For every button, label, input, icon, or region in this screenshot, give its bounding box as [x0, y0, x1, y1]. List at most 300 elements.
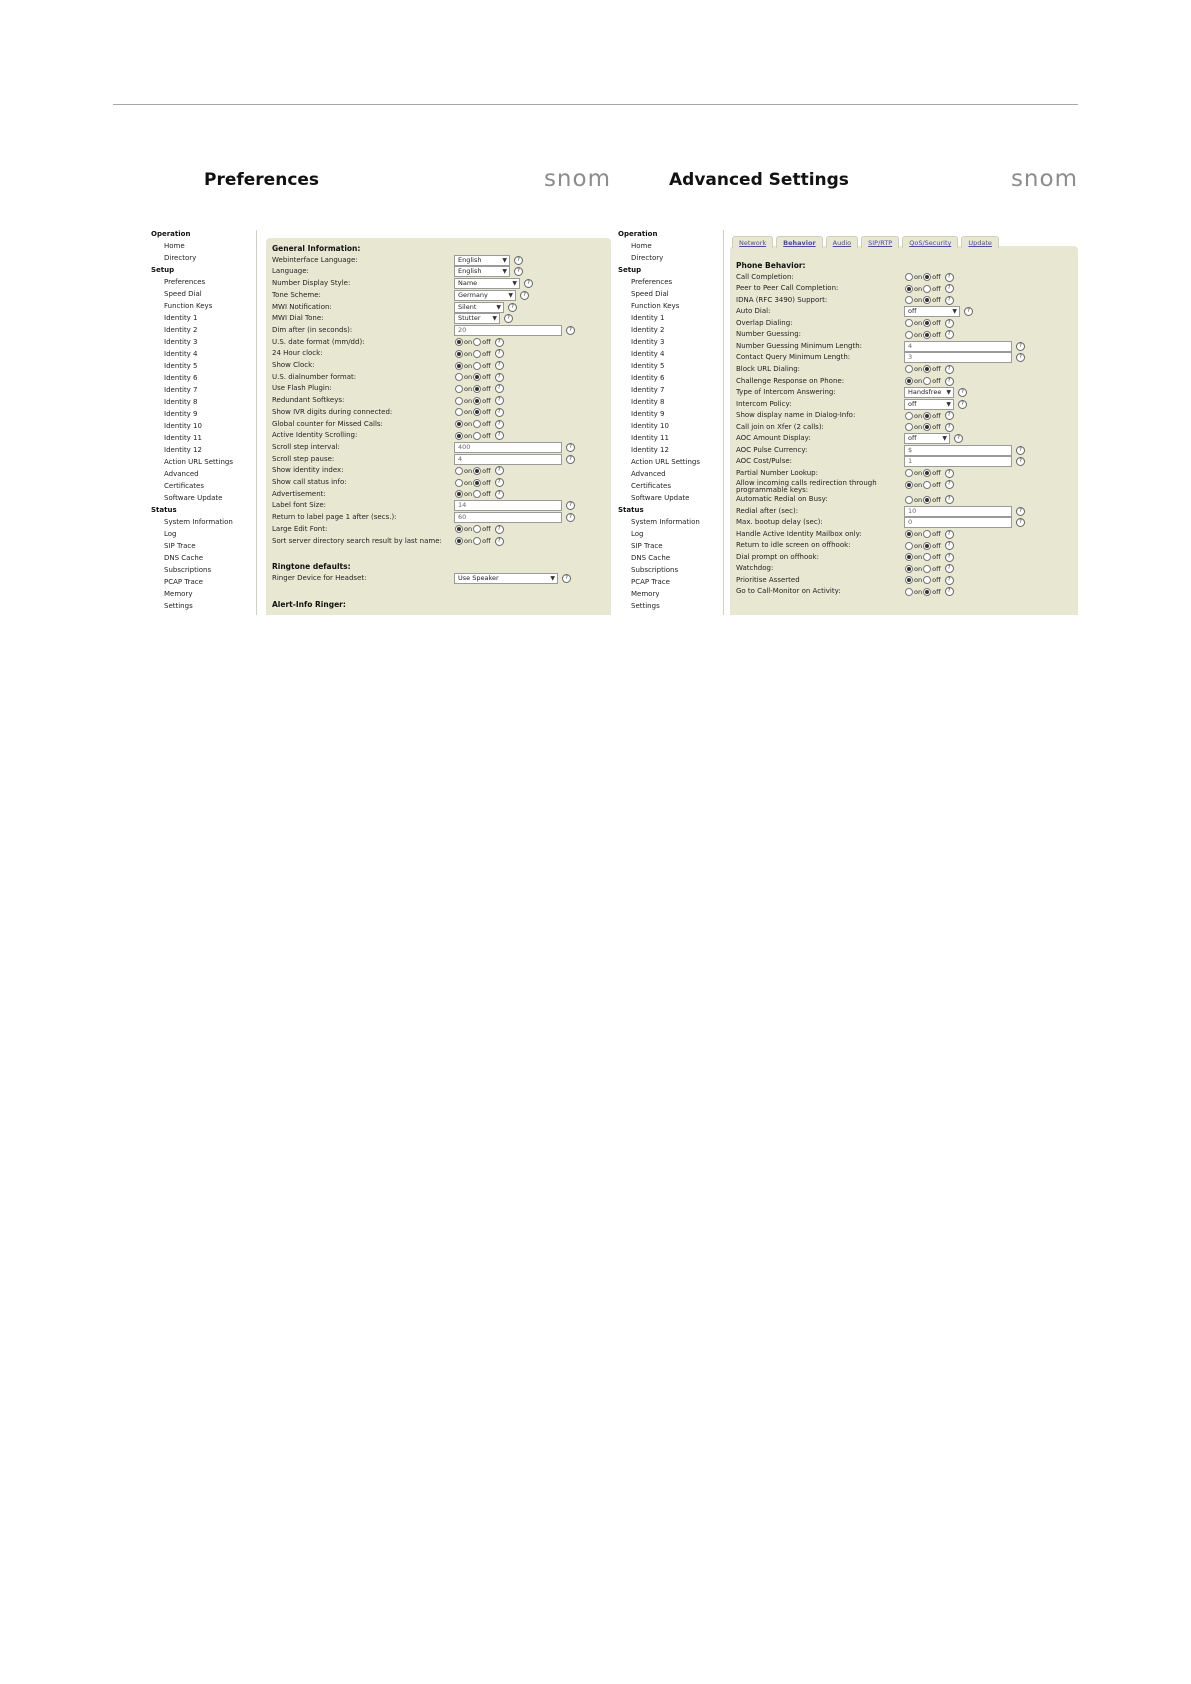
dropdown-select[interactable]: [454, 266, 510, 277]
help-icon[interactable]: ?: [945, 587, 954, 596]
radio-off[interactable]: [473, 397, 481, 405]
dropdown-select[interactable]: [904, 433, 950, 444]
radio-on-label: on: [914, 411, 923, 420]
setting-control: [904, 272, 954, 283]
radio-off[interactable]: [473, 408, 481, 416]
setting-label: Call join on Xfer (2 calls):: [736, 422, 824, 431]
help-icon[interactable]: ?: [1016, 518, 1025, 527]
help-icon[interactable]: ?: [945, 411, 954, 420]
radio-on[interactable]: [905, 553, 913, 561]
radio-on[interactable]: [905, 296, 913, 304]
nav-item[interactable]: Memory: [631, 590, 660, 598]
help-icon[interactable]: ?: [508, 303, 517, 312]
radio-off[interactable]: [473, 373, 481, 381]
setting-row: [272, 525, 602, 536]
text-input[interactable]: 3: [904, 352, 1012, 363]
help-icon[interactable]: ?: [524, 279, 533, 288]
dropdown-select[interactable]: [904, 399, 954, 410]
dropdown-value: Use Speaker: [458, 573, 499, 582]
on-off-toggle: [904, 412, 941, 420]
radio-off-label: off: [932, 377, 941, 385]
help-icon[interactable]: ?: [495, 490, 504, 499]
nav-item[interactable]: Action URL Settings: [164, 458, 233, 466]
radio-on-label: on: [914, 530, 923, 539]
setting-row: [272, 361, 602, 372]
setting-label: U.S. dialnumber format:: [272, 372, 357, 381]
nav-item[interactable]: Memory: [164, 590, 193, 598]
nav-item[interactable]: Preferences: [164, 278, 206, 286]
help-icon[interactable]: ?: [566, 513, 575, 522]
nav-item[interactable]: Preferences: [631, 278, 673, 286]
radio-on[interactable]: [905, 377, 913, 385]
radio-off[interactable]: [923, 285, 931, 293]
nav-item[interactable]: Settings: [631, 602, 660, 610]
dropdown-select[interactable]: [454, 302, 504, 313]
on-off-toggle: [454, 420, 491, 428]
nav-item[interactable]: Function Keys: [631, 302, 680, 310]
radio-on[interactable]: [905, 576, 913, 584]
radio-on[interactable]: [905, 481, 913, 489]
radio-off[interactable]: [923, 273, 931, 281]
tab-audio[interactable]: Audio: [826, 236, 858, 248]
dropdown-select[interactable]: [454, 255, 510, 266]
dropdown-value: Stutter: [458, 314, 481, 323]
setting-row: [272, 443, 602, 454]
radio-on[interactable]: [455, 408, 463, 416]
help-icon[interactable]: ?: [495, 338, 504, 347]
radio-off[interactable]: [473, 350, 481, 358]
radio-off[interactable]: [923, 319, 931, 327]
radio-off[interactable]: [923, 481, 931, 489]
radio-off[interactable]: [473, 537, 481, 545]
on-off-toggle: [454, 408, 491, 416]
nav-item[interactable]: Certificates: [631, 482, 672, 490]
radio-on[interactable]: [905, 530, 913, 538]
radio-on-label: on: [464, 384, 473, 393]
nav-item[interactable]: Certificates: [164, 482, 205, 490]
nav-item[interactable]: Identity 1: [164, 314, 198, 322]
help-icon[interactable]: ?: [566, 501, 575, 510]
setting-control: [454, 512, 575, 523]
setting-control: [904, 387, 967, 398]
help-icon[interactable]: ?: [945, 273, 954, 282]
radio-on[interactable]: [455, 525, 463, 533]
on-off-toggle: [454, 479, 491, 487]
radio-on[interactable]: [905, 496, 913, 504]
setting-row: [736, 307, 1066, 318]
help-icon[interactable]: ?: [945, 480, 954, 489]
setting-row: [272, 373, 602, 384]
setting-control: [904, 563, 954, 574]
nav-item[interactable]: Identity 8: [631, 398, 665, 406]
on-off-toggle: [904, 565, 941, 573]
setting-control: [904, 341, 1025, 352]
nav-item[interactable]: Action URL Settings: [631, 458, 700, 466]
help-icon[interactable]: ?: [495, 537, 504, 546]
nav-item[interactable]: SIP Trace: [631, 542, 663, 550]
help-icon[interactable]: ?: [945, 377, 954, 386]
setting-control: [904, 352, 1025, 363]
text-input[interactable]: 400: [454, 442, 562, 453]
dropdown-select[interactable]: [904, 306, 960, 317]
nav-item[interactable]: DNS Cache: [631, 554, 671, 562]
help-icon[interactable]: ?: [1016, 342, 1025, 351]
help-icon[interactable]: ?: [945, 576, 954, 585]
radio-on[interactable]: [455, 350, 463, 358]
chevron-down-icon: ▼: [492, 315, 497, 323]
help-icon[interactable]: ?: [945, 495, 954, 504]
radio-off[interactable]: [923, 377, 931, 385]
help-icon[interactable]: ?: [495, 466, 504, 475]
radio-off[interactable]: [473, 490, 481, 498]
nav-item[interactable]: Identity 7: [164, 386, 198, 394]
nav-item[interactable]: Identity 2: [631, 326, 665, 334]
text-input[interactable]: 1: [904, 456, 1012, 467]
text-input[interactable]: 20: [454, 325, 562, 336]
radio-off-label: off: [482, 338, 491, 347]
nav-item[interactable]: Log: [631, 530, 644, 538]
nav-item[interactable]: Identity 1: [631, 314, 665, 322]
radio-off[interactable]: [473, 432, 481, 440]
setting-label: IDNA (RFC 3490) Support:: [736, 295, 828, 304]
radio-off[interactable]: [923, 542, 931, 550]
chevron-down-icon: ▼: [550, 574, 555, 582]
help-icon[interactable]: ?: [514, 256, 523, 265]
help-icon[interactable]: ?: [495, 349, 504, 358]
help-icon[interactable]: ?: [945, 319, 954, 328]
nav-item[interactable]: DNS Cache: [164, 554, 204, 562]
setting-control: [904, 376, 954, 387]
radio-on[interactable]: [905, 542, 913, 550]
help-icon[interactable]: ?: [504, 314, 513, 323]
radio-on-label: on: [464, 466, 473, 475]
radio-on[interactable]: [455, 373, 463, 381]
nav-item[interactable]: Identity 2: [164, 326, 198, 334]
on-off-toggle: [904, 542, 941, 550]
dropdown-value: Germany: [458, 290, 488, 299]
setting-label: Dial prompt on offhook:: [736, 552, 819, 561]
setting-control: [454, 500, 575, 511]
setting-control: [904, 479, 954, 490]
radio-off[interactable]: [923, 365, 931, 373]
radio-off-label: off: [482, 525, 491, 534]
setting-control: [454, 337, 504, 348]
radio-off-label: off: [482, 537, 491, 545]
help-icon[interactable]: ?: [1016, 446, 1025, 455]
radio-on-label: on: [464, 490, 473, 499]
nav-item[interactable]: PCAP Trace: [164, 578, 203, 586]
help-icon[interactable]: ?: [954, 434, 963, 443]
setting-label: Watchdog:: [736, 564, 774, 573]
radio-off[interactable]: [473, 338, 481, 346]
radio-on-label: on: [914, 296, 923, 305]
help-icon[interactable]: ?: [1016, 507, 1025, 516]
text-input[interactable]: 4: [454, 454, 562, 465]
help-icon[interactable]: ?: [495, 396, 504, 405]
help-icon[interactable]: ?: [1016, 353, 1025, 362]
nav-item[interactable]: Identity 9: [164, 410, 198, 418]
radio-off[interactable]: [923, 530, 931, 538]
nav-item[interactable]: Speed Dial: [631, 290, 669, 298]
radio-on[interactable]: [905, 469, 913, 477]
setting-control: [454, 573, 571, 584]
sidebar-nav: [618, 228, 718, 612]
tab-qos-security[interactable]: QoS/Security: [902, 236, 958, 248]
nav-item[interactable]: Settings: [164, 602, 193, 610]
help-icon[interactable]: ?: [566, 455, 575, 464]
setting-label: Webinterface Language:: [272, 255, 358, 264]
tab-update[interactable]: Update: [961, 236, 999, 248]
setting-control: [454, 524, 504, 535]
text-input[interactable]: 14: [454, 500, 562, 511]
nav-item[interactable]: Identity 3: [631, 338, 665, 346]
radio-off[interactable]: [473, 420, 481, 428]
radio-on[interactable]: [455, 338, 463, 346]
radio-off-label: off: [932, 284, 941, 293]
radio-off[interactable]: [923, 553, 931, 561]
radio-off[interactable]: [923, 412, 931, 420]
chevron-down-icon: ▼: [952, 308, 957, 316]
radio-on[interactable]: [455, 385, 463, 393]
radio-off-label: off: [932, 411, 941, 420]
nav-item[interactable]: Subscriptions: [631, 566, 679, 574]
radio-off[interactable]: [473, 467, 481, 475]
setting-control: [454, 278, 533, 289]
setting-row: [272, 267, 602, 278]
setting-label: Tone Scheme:: [272, 290, 321, 299]
on-off-toggle: [904, 496, 941, 504]
radio-on-label: on: [914, 495, 923, 504]
dropdown-select[interactable]: [454, 278, 520, 289]
radio-off[interactable]: [923, 331, 931, 339]
help-icon[interactable]: ?: [566, 443, 575, 452]
nav-item[interactable]: Log: [164, 530, 177, 538]
dropdown-select[interactable]: [454, 313, 500, 324]
nav-item[interactable]: Identity 9: [631, 410, 665, 418]
radio-off[interactable]: [923, 576, 931, 584]
radio-on[interactable]: [905, 423, 913, 431]
nav-item[interactable]: Function Keys: [164, 302, 213, 310]
help-icon[interactable]: ?: [520, 291, 529, 300]
setting-row: [272, 408, 602, 419]
radio-off-label: off: [482, 478, 491, 487]
radio-on[interactable]: [455, 397, 463, 405]
help-icon[interactable]: ?: [495, 408, 504, 417]
radio-on-label: on: [914, 284, 923, 293]
radio-off[interactable]: [923, 588, 931, 596]
radio-on-label: on: [914, 319, 923, 328]
help-icon[interactable]: ?: [945, 553, 954, 562]
help-icon[interactable]: ?: [495, 525, 504, 534]
setting-label: Intercom Policy:: [736, 399, 792, 408]
radio-on[interactable]: [455, 362, 463, 370]
nav-item[interactable]: Subscriptions: [164, 566, 212, 574]
nav-item[interactable]: Identity 4: [631, 350, 665, 358]
radio-on-label: on: [914, 365, 923, 374]
setting-row: [736, 530, 1066, 541]
nav-item[interactable]: Identity 10: [631, 422, 669, 430]
radio-on-label: on: [914, 576, 923, 585]
help-icon[interactable]: ?: [945, 330, 954, 339]
help-icon[interactable]: ?: [945, 423, 954, 432]
setting-control: [904, 552, 954, 563]
nav-item[interactable]: Identity 7: [631, 386, 665, 394]
nav-item[interactable]: Identity 6: [164, 374, 198, 382]
nav-item[interactable]: Identity 5: [164, 362, 198, 370]
nav-item[interactable]: Identity 5: [631, 362, 665, 370]
radio-on-label: on: [464, 537, 473, 545]
setting-row: [272, 574, 602, 585]
setting-row: [736, 507, 1066, 518]
setting-control: [454, 465, 504, 476]
setting-row: [272, 501, 602, 512]
text-input[interactable]: 60: [454, 512, 562, 523]
radio-on[interactable]: [455, 479, 463, 487]
text-input[interactable]: 4: [904, 341, 1012, 352]
nav-item[interactable]: Directory: [631, 254, 664, 262]
nav-item[interactable]: SIP Trace: [164, 542, 196, 550]
setting-control: [904, 506, 1025, 517]
nav-item[interactable]: Identity 3: [164, 338, 198, 346]
page-title: Preferences: [204, 170, 320, 190]
text-input[interactable]: $: [904, 445, 1012, 456]
nav-item[interactable]: Home: [164, 242, 185, 250]
setting-label: Show IVR digits during connected:: [272, 407, 393, 416]
radio-off[interactable]: [473, 385, 481, 393]
setting-control: [454, 255, 523, 266]
sidebar-nav: [151, 228, 251, 612]
dropdown-select[interactable]: [454, 290, 516, 301]
radio-on[interactable]: [905, 565, 913, 573]
help-icon[interactable]: ?: [958, 400, 967, 409]
nav-item[interactable]: Identity 10: [164, 422, 202, 430]
radio-on[interactable]: [455, 537, 463, 545]
help-icon[interactable]: ?: [945, 541, 954, 550]
radio-off-label: off: [482, 384, 491, 393]
nav-item[interactable]: Advanced: [164, 470, 199, 478]
radio-on[interactable]: [905, 588, 913, 596]
nav-item[interactable]: Software Update: [631, 494, 690, 502]
nav-item[interactable]: Home: [631, 242, 652, 250]
nav-item[interactable]: Identity 12: [631, 446, 669, 454]
nav-section-header: Setup: [618, 266, 642, 274]
help-icon[interactable]: ?: [945, 284, 954, 293]
group-heading: Alert-Info Ringer:: [272, 599, 346, 609]
nav-section-header: Setup: [151, 266, 175, 274]
nav-item[interactable]: System Information: [631, 518, 700, 526]
radio-on[interactable]: [455, 432, 463, 440]
help-icon[interactable]: ?: [1016, 457, 1025, 466]
help-icon[interactable]: ?: [495, 431, 504, 440]
help-icon[interactable]: ?: [514, 267, 523, 276]
help-icon[interactable]: ?: [958, 388, 967, 397]
setting-row: [736, 388, 1066, 399]
nav-item[interactable]: Identity 12: [164, 446, 202, 454]
nav-item[interactable]: Identity 4: [164, 350, 198, 358]
text-input[interactable]: 0: [904, 517, 1012, 528]
help-icon[interactable]: ?: [495, 361, 504, 370]
radio-off[interactable]: [923, 469, 931, 477]
nav-item[interactable]: PCAP Trace: [631, 578, 670, 586]
nav-item[interactable]: System Information: [164, 518, 233, 526]
help-icon[interactable]: ?: [945, 564, 954, 573]
radio-on[interactable]: [905, 285, 913, 293]
nav-item[interactable]: Identity 11: [631, 434, 669, 442]
setting-label: Allow incoming calls redirection through programmable keys:: [736, 479, 877, 495]
help-icon[interactable]: ?: [945, 469, 954, 478]
radio-on[interactable]: [905, 273, 913, 281]
radio-off[interactable]: [923, 423, 931, 431]
setting-row: [272, 420, 602, 431]
radio-off-label: off: [932, 480, 941, 489]
radio-on[interactable]: [455, 490, 463, 498]
dropdown-select[interactable]: [904, 387, 954, 398]
radio-off-label: off: [482, 349, 491, 358]
radio-off[interactable]: [473, 479, 481, 487]
nav-section-header: Operation: [618, 230, 658, 238]
setting-row: [736, 400, 1066, 411]
radio-off[interactable]: [923, 496, 931, 504]
radio-off[interactable]: [473, 362, 481, 370]
radio-on[interactable]: [455, 420, 463, 428]
radio-on[interactable]: [905, 412, 913, 420]
nav-item[interactable]: Software Update: [164, 494, 223, 502]
help-icon[interactable]: ?: [945, 530, 954, 539]
help-icon[interactable]: ?: [945, 365, 954, 374]
help-icon[interactable]: ?: [495, 478, 504, 487]
setting-label: Label font Size:: [272, 501, 326, 510]
tab-sip-rtp[interactable]: SIP/RTP: [861, 236, 899, 248]
help-icon[interactable]: ?: [945, 296, 954, 305]
nav-item[interactable]: Identity 6: [631, 374, 665, 382]
radio-on[interactable]: [905, 365, 913, 373]
nav-item[interactable]: Speed Dial: [164, 290, 202, 298]
radio-off[interactable]: [473, 525, 481, 533]
nav-item[interactable]: Directory: [164, 254, 197, 262]
radio-on[interactable]: [905, 319, 913, 327]
help-icon[interactable]: ?: [964, 307, 973, 316]
text-input[interactable]: 10: [904, 506, 1012, 517]
radio-on-label: on: [914, 480, 923, 489]
setting-row: [736, 495, 1066, 506]
radio-on[interactable]: [455, 467, 463, 475]
on-off-toggle: [454, 490, 491, 498]
dropdown-select[interactable]: [454, 573, 558, 584]
radio-off-label: off: [482, 431, 491, 440]
help-icon[interactable]: ?: [495, 384, 504, 393]
help-icon[interactable]: ?: [495, 420, 504, 429]
on-off-toggle: [454, 525, 491, 533]
nav-item[interactable]: Advanced: [631, 470, 666, 478]
radio-off[interactable]: [923, 565, 931, 573]
setting-control: [454, 313, 513, 324]
advanced-settings-screenshot: [612, 160, 1080, 615]
radio-on[interactable]: [905, 331, 913, 339]
on-off-toggle: [904, 365, 941, 373]
tab-behavior[interactable]: Behavior: [776, 236, 823, 248]
help-icon[interactable]: ?: [562, 574, 571, 583]
nav-item[interactable]: Identity 11: [164, 434, 202, 442]
help-icon[interactable]: ?: [495, 373, 504, 382]
settings-form: [266, 238, 611, 615]
radio-off[interactable]: [923, 296, 931, 304]
nav-item[interactable]: Identity 8: [164, 398, 198, 406]
tab-network[interactable]: Network: [732, 236, 773, 248]
help-icon[interactable]: ?: [566, 326, 575, 335]
radio-on-label: on: [464, 431, 473, 440]
setting-row: [736, 284, 1066, 295]
setting-control: [454, 383, 504, 394]
